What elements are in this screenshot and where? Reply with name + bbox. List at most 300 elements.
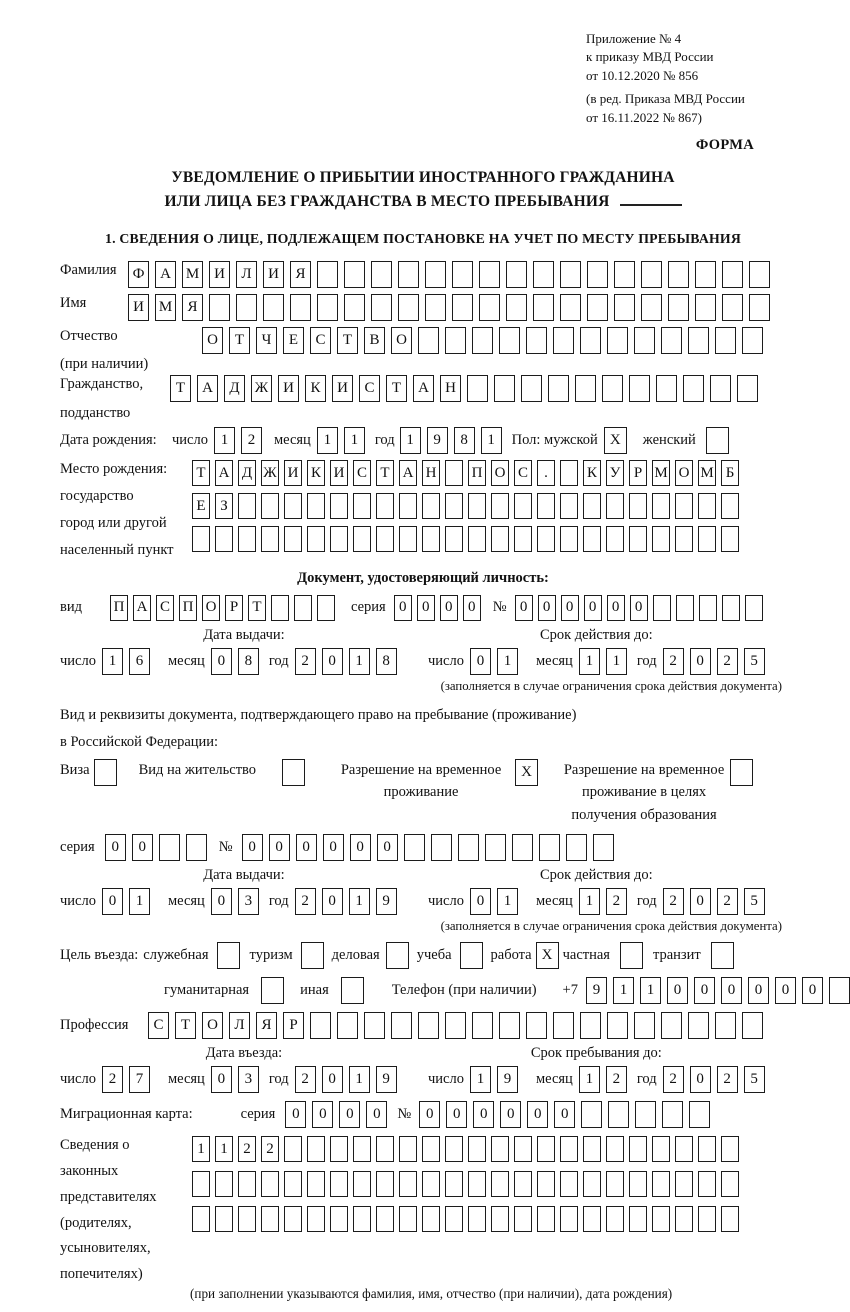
char-cell[interactable]: О xyxy=(202,595,220,621)
char-cell[interactable] xyxy=(458,834,479,861)
char-cell[interactable]: А xyxy=(413,375,434,402)
char-cell[interactable] xyxy=(186,834,207,861)
char-cell[interactable] xyxy=(491,1136,509,1162)
char-cell[interactable]: 1 xyxy=(606,648,627,675)
char-cell[interactable] xyxy=(330,1171,348,1197)
char-cell[interactable] xyxy=(560,261,581,288)
char-cell[interactable] xyxy=(587,261,608,288)
char-cell[interactable]: . xyxy=(537,460,555,486)
char-cell[interactable] xyxy=(560,1136,578,1162)
purpose-study-checkbox[interactable] xyxy=(460,942,483,969)
char-cell[interactable]: И xyxy=(278,375,299,402)
char-cell[interactable] xyxy=(399,1206,417,1232)
char-cell[interactable] xyxy=(330,1136,348,1162)
char-cell[interactable] xyxy=(467,375,488,402)
char-cell[interactable]: Л xyxy=(236,261,257,288)
char-cell[interactable] xyxy=(675,1206,693,1232)
char-cell[interactable] xyxy=(560,526,578,552)
char-cell[interactable]: 9 xyxy=(586,977,607,1004)
char-cell[interactable] xyxy=(330,493,348,519)
char-cell[interactable]: Ж xyxy=(251,375,272,402)
char-cell[interactable] xyxy=(398,294,419,321)
char-cell[interactable] xyxy=(737,375,758,402)
char-cell[interactable] xyxy=(284,1206,302,1232)
char-cell[interactable] xyxy=(159,834,180,861)
char-cell[interactable] xyxy=(526,1012,547,1039)
char-cell[interactable] xyxy=(238,493,256,519)
char-cell[interactable]: К xyxy=(583,460,601,486)
char-cell[interactable] xyxy=(236,294,257,321)
char-cell[interactable]: И xyxy=(284,460,302,486)
char-cell[interactable]: А xyxy=(133,595,151,621)
char-cell[interactable] xyxy=(261,1206,279,1232)
char-cell[interactable]: 0 xyxy=(463,595,481,621)
char-cell[interactable] xyxy=(606,493,624,519)
char-cell[interactable]: П xyxy=(179,595,197,621)
char-cell[interactable] xyxy=(533,261,554,288)
char-cell[interactable] xyxy=(560,460,578,486)
char-cell[interactable] xyxy=(353,1171,371,1197)
char-cell[interactable] xyxy=(608,1101,629,1128)
char-cell[interactable]: 1 xyxy=(214,427,235,454)
char-cell[interactable] xyxy=(422,1206,440,1232)
char-cell[interactable] xyxy=(689,1101,710,1128)
char-cell[interactable]: 5 xyxy=(744,888,765,915)
purpose-tourism-checkbox[interactable] xyxy=(301,942,324,969)
char-cell[interactable]: Д xyxy=(238,460,256,486)
char-cell[interactable]: Т xyxy=(192,460,210,486)
char-cell[interactable]: У xyxy=(606,460,624,486)
char-cell[interactable] xyxy=(499,327,520,354)
female-checkbox[interactable] xyxy=(706,427,729,454)
char-cell[interactable] xyxy=(695,294,716,321)
char-cell[interactable]: 2 xyxy=(295,648,316,675)
char-cell[interactable]: 0 xyxy=(211,1066,232,1093)
char-cell[interactable] xyxy=(721,1136,739,1162)
char-cell[interactable] xyxy=(284,1136,302,1162)
char-cell[interactable]: 1 xyxy=(349,1066,370,1093)
char-cell[interactable] xyxy=(710,375,731,402)
char-cell[interactable]: 0 xyxy=(102,888,123,915)
char-cell[interactable]: С xyxy=(148,1012,169,1039)
char-cell[interactable] xyxy=(675,526,693,552)
char-cell[interactable] xyxy=(261,493,279,519)
purpose-private-checkbox[interactable] xyxy=(620,942,643,969)
char-cell[interactable] xyxy=(629,1206,647,1232)
char-cell[interactable] xyxy=(683,375,704,402)
char-cell[interactable]: 7 xyxy=(129,1066,150,1093)
char-cell[interactable] xyxy=(317,261,338,288)
char-cell[interactable]: 0 xyxy=(377,834,398,861)
char-cell[interactable] xyxy=(317,294,338,321)
char-cell[interactable] xyxy=(722,261,743,288)
char-cell[interactable]: Е xyxy=(283,327,304,354)
char-cell[interactable]: 0 xyxy=(350,834,371,861)
char-cell[interactable] xyxy=(376,1206,394,1232)
char-cell[interactable]: 2 xyxy=(663,888,684,915)
residence-permit-checkbox[interactable] xyxy=(282,759,305,786)
char-cell[interactable]: К xyxy=(307,460,325,486)
char-cell[interactable] xyxy=(829,977,850,1004)
char-cell[interactable]: 3 xyxy=(238,888,259,915)
purpose-humanitarian-checkbox[interactable] xyxy=(261,977,284,1004)
char-cell[interactable] xyxy=(652,493,670,519)
char-cell[interactable] xyxy=(353,1206,371,1232)
char-cell[interactable] xyxy=(629,1171,647,1197)
char-cell[interactable] xyxy=(353,493,371,519)
char-cell[interactable] xyxy=(698,1136,716,1162)
char-cell[interactable] xyxy=(209,294,230,321)
char-cell[interactable] xyxy=(583,1171,601,1197)
char-cell[interactable]: М xyxy=(652,460,670,486)
char-cell[interactable]: И xyxy=(330,460,348,486)
char-cell[interactable] xyxy=(391,1012,412,1039)
char-cell[interactable] xyxy=(652,1171,670,1197)
char-cell[interactable] xyxy=(479,294,500,321)
char-cell[interactable]: 2 xyxy=(102,1066,123,1093)
char-cell[interactable]: С xyxy=(156,595,174,621)
char-cell[interactable] xyxy=(398,261,419,288)
place-number-blank[interactable] xyxy=(620,192,682,206)
char-cell[interactable] xyxy=(721,526,739,552)
char-cell[interactable]: 0 xyxy=(417,595,435,621)
char-cell[interactable]: 5 xyxy=(744,648,765,675)
male-checkbox[interactable]: X xyxy=(604,427,627,454)
char-cell[interactable]: А xyxy=(197,375,218,402)
char-cell[interactable] xyxy=(445,1136,463,1162)
char-cell[interactable]: 5 xyxy=(744,1066,765,1093)
char-cell[interactable]: 0 xyxy=(211,648,232,675)
char-cell[interactable] xyxy=(629,526,647,552)
temp-residence-edu-checkbox[interactable] xyxy=(730,759,753,786)
char-cell[interactable]: 1 xyxy=(579,888,600,915)
purpose-business-checkbox[interactable] xyxy=(386,942,409,969)
char-cell[interactable] xyxy=(422,493,440,519)
char-cell[interactable] xyxy=(560,1171,578,1197)
char-cell[interactable] xyxy=(675,493,693,519)
char-cell[interactable] xyxy=(494,375,515,402)
char-cell[interactable] xyxy=(284,1171,302,1197)
char-cell[interactable] xyxy=(512,834,533,861)
char-cell[interactable]: А xyxy=(215,460,233,486)
char-cell[interactable] xyxy=(192,526,210,552)
char-cell[interactable] xyxy=(376,493,394,519)
char-cell[interactable] xyxy=(635,1101,656,1128)
char-cell[interactable]: А xyxy=(399,460,417,486)
char-cell[interactable]: Т xyxy=(175,1012,196,1039)
char-cell[interactable]: 0 xyxy=(515,595,533,621)
purpose-official-checkbox[interactable] xyxy=(217,942,240,969)
char-cell[interactable]: С xyxy=(514,460,532,486)
char-cell[interactable]: 2 xyxy=(261,1136,279,1162)
char-cell[interactable] xyxy=(192,1206,210,1232)
char-cell[interactable]: 8 xyxy=(454,427,475,454)
char-cell[interactable] xyxy=(238,1171,256,1197)
char-cell[interactable] xyxy=(422,526,440,552)
char-cell[interactable] xyxy=(261,526,279,552)
char-cell[interactable] xyxy=(284,493,302,519)
char-cell[interactable]: З xyxy=(215,493,233,519)
char-cell[interactable]: Н xyxy=(440,375,461,402)
char-cell[interactable] xyxy=(491,526,509,552)
char-cell[interactable] xyxy=(452,294,473,321)
char-cell[interactable] xyxy=(371,261,392,288)
char-cell[interactable]: 0 xyxy=(527,1101,548,1128)
char-cell[interactable] xyxy=(652,1136,670,1162)
char-cell[interactable] xyxy=(581,1101,602,1128)
char-cell[interactable]: 0 xyxy=(296,834,317,861)
char-cell[interactable] xyxy=(698,1171,716,1197)
char-cell[interactable] xyxy=(629,1136,647,1162)
char-cell[interactable]: 0 xyxy=(721,977,742,1004)
char-cell[interactable] xyxy=(514,526,532,552)
char-cell[interactable]: 0 xyxy=(339,1101,360,1128)
char-cell[interactable]: 1 xyxy=(579,1066,600,1093)
char-cell[interactable]: Я xyxy=(182,294,203,321)
char-cell[interactable] xyxy=(431,834,452,861)
char-cell[interactable] xyxy=(290,294,311,321)
char-cell[interactable] xyxy=(215,1206,233,1232)
char-cell[interactable]: 0 xyxy=(500,1101,521,1128)
char-cell[interactable]: 2 xyxy=(295,1066,316,1093)
char-cell[interactable] xyxy=(307,1136,325,1162)
char-cell[interactable]: 1 xyxy=(579,648,600,675)
char-cell[interactable] xyxy=(688,1012,709,1039)
char-cell[interactable] xyxy=(676,595,694,621)
char-cell[interactable]: 9 xyxy=(376,1066,397,1093)
char-cell[interactable]: В xyxy=(364,327,385,354)
char-cell[interactable]: О xyxy=(202,327,223,354)
char-cell[interactable]: 1 xyxy=(349,648,370,675)
char-cell[interactable]: 1 xyxy=(481,427,502,454)
char-cell[interactable]: Р xyxy=(629,460,647,486)
char-cell[interactable] xyxy=(698,1206,716,1232)
char-cell[interactable]: О xyxy=(202,1012,223,1039)
char-cell[interactable]: К xyxy=(305,375,326,402)
char-cell[interactable] xyxy=(445,460,463,486)
char-cell[interactable] xyxy=(537,1136,555,1162)
char-cell[interactable] xyxy=(652,1206,670,1232)
char-cell[interactable] xyxy=(606,1171,624,1197)
char-cell[interactable] xyxy=(468,1171,486,1197)
char-cell[interactable]: 1 xyxy=(400,427,421,454)
char-cell[interactable] xyxy=(715,1012,736,1039)
char-cell[interactable]: Т xyxy=(386,375,407,402)
char-cell[interactable] xyxy=(192,1171,210,1197)
char-cell[interactable] xyxy=(521,375,542,402)
char-cell[interactable] xyxy=(514,1171,532,1197)
char-cell[interactable]: 0 xyxy=(775,977,796,1004)
char-cell[interactable] xyxy=(629,375,650,402)
char-cell[interactable]: Р xyxy=(225,595,243,621)
char-cell[interactable] xyxy=(721,1171,739,1197)
char-cell[interactable]: 0 xyxy=(748,977,769,1004)
char-cell[interactable]: 1 xyxy=(129,888,150,915)
char-cell[interactable]: 2 xyxy=(717,888,738,915)
char-cell[interactable] xyxy=(499,1012,520,1039)
char-cell[interactable] xyxy=(602,375,623,402)
char-cell[interactable]: 0 xyxy=(561,595,579,621)
char-cell[interactable] xyxy=(606,526,624,552)
char-cell[interactable] xyxy=(472,1012,493,1039)
char-cell[interactable]: Я xyxy=(290,261,311,288)
char-cell[interactable] xyxy=(294,595,312,621)
char-cell[interactable] xyxy=(722,595,740,621)
char-cell[interactable] xyxy=(695,261,716,288)
char-cell[interactable] xyxy=(560,493,578,519)
char-cell[interactable]: Е xyxy=(192,493,210,519)
char-cell[interactable] xyxy=(215,1171,233,1197)
char-cell[interactable] xyxy=(330,1206,348,1232)
char-cell[interactable] xyxy=(472,327,493,354)
char-cell[interactable]: 0 xyxy=(211,888,232,915)
char-cell[interactable] xyxy=(468,493,486,519)
char-cell[interactable] xyxy=(560,1206,578,1232)
char-cell[interactable]: 1 xyxy=(470,1066,491,1093)
char-cell[interactable] xyxy=(662,1101,683,1128)
char-cell[interactable]: 0 xyxy=(470,888,491,915)
char-cell[interactable]: 1 xyxy=(215,1136,233,1162)
char-cell[interactable] xyxy=(533,294,554,321)
char-cell[interactable] xyxy=(284,526,302,552)
char-cell[interactable]: 0 xyxy=(132,834,153,861)
char-cell[interactable]: 2 xyxy=(606,1066,627,1093)
char-cell[interactable]: М xyxy=(155,294,176,321)
char-cell[interactable]: А xyxy=(155,261,176,288)
char-cell[interactable] xyxy=(491,1171,509,1197)
char-cell[interactable]: 0 xyxy=(322,648,343,675)
char-cell[interactable]: 0 xyxy=(419,1101,440,1128)
char-cell[interactable] xyxy=(452,261,473,288)
char-cell[interactable]: О xyxy=(675,460,693,486)
char-cell[interactable]: 2 xyxy=(663,648,684,675)
char-cell[interactable] xyxy=(668,294,689,321)
char-cell[interactable]: 1 xyxy=(349,888,370,915)
char-cell[interactable] xyxy=(404,834,425,861)
char-cell[interactable]: М xyxy=(182,261,203,288)
char-cell[interactable] xyxy=(468,526,486,552)
char-cell[interactable] xyxy=(661,327,682,354)
char-cell[interactable] xyxy=(653,595,671,621)
char-cell[interactable]: Ж xyxy=(261,460,279,486)
char-cell[interactable] xyxy=(514,1206,532,1232)
char-cell[interactable] xyxy=(445,1012,466,1039)
char-cell[interactable] xyxy=(641,261,662,288)
purpose-transit-checkbox[interactable] xyxy=(711,942,734,969)
char-cell[interactable] xyxy=(634,1012,655,1039)
char-cell[interactable]: 1 xyxy=(317,427,338,454)
char-cell[interactable] xyxy=(479,261,500,288)
char-cell[interactable]: 2 xyxy=(717,1066,738,1093)
char-cell[interactable]: 0 xyxy=(285,1101,306,1128)
char-cell[interactable] xyxy=(661,1012,682,1039)
char-cell[interactable]: 0 xyxy=(440,595,458,621)
char-cell[interactable] xyxy=(399,1136,417,1162)
char-cell[interactable]: И xyxy=(263,261,284,288)
char-cell[interactable]: 2 xyxy=(238,1136,256,1162)
char-cell[interactable]: Я xyxy=(256,1012,277,1039)
char-cell[interactable]: Б xyxy=(721,460,739,486)
char-cell[interactable] xyxy=(399,526,417,552)
char-cell[interactable] xyxy=(364,1012,385,1039)
char-cell[interactable]: 0 xyxy=(366,1101,387,1128)
char-cell[interactable] xyxy=(607,1012,628,1039)
char-cell[interactable]: 9 xyxy=(497,1066,518,1093)
char-cell[interactable] xyxy=(745,595,763,621)
char-cell[interactable]: О xyxy=(391,327,412,354)
char-cell[interactable]: 0 xyxy=(470,648,491,675)
char-cell[interactable]: 1 xyxy=(497,888,518,915)
char-cell[interactable] xyxy=(715,327,736,354)
char-cell[interactable]: 8 xyxy=(376,648,397,675)
char-cell[interactable] xyxy=(445,327,466,354)
char-cell[interactable] xyxy=(560,294,581,321)
char-cell[interactable] xyxy=(566,834,587,861)
char-cell[interactable] xyxy=(344,294,365,321)
char-cell[interactable]: 2 xyxy=(295,888,316,915)
purpose-work-checkbox[interactable]: X xyxy=(536,942,559,969)
char-cell[interactable]: 0 xyxy=(630,595,648,621)
char-cell[interactable]: Р xyxy=(283,1012,304,1039)
char-cell[interactable]: О xyxy=(491,460,509,486)
char-cell[interactable]: Ф xyxy=(128,261,149,288)
char-cell[interactable] xyxy=(575,375,596,402)
char-cell[interactable] xyxy=(742,327,763,354)
char-cell[interactable]: 1 xyxy=(613,977,634,1004)
char-cell[interactable] xyxy=(580,327,601,354)
char-cell[interactable]: И xyxy=(209,261,230,288)
char-cell[interactable] xyxy=(514,493,532,519)
char-cell[interactable] xyxy=(307,1206,325,1232)
char-cell[interactable]: Т xyxy=(248,595,266,621)
char-cell[interactable] xyxy=(675,1136,693,1162)
char-cell[interactable]: 0 xyxy=(312,1101,333,1128)
char-cell[interactable] xyxy=(722,294,743,321)
char-cell[interactable] xyxy=(263,294,284,321)
char-cell[interactable]: 2 xyxy=(241,427,262,454)
char-cell[interactable]: Т xyxy=(376,460,394,486)
char-cell[interactable] xyxy=(307,526,325,552)
char-cell[interactable]: 0 xyxy=(690,888,711,915)
char-cell[interactable] xyxy=(445,526,463,552)
char-cell[interactable]: Ч xyxy=(256,327,277,354)
char-cell[interactable]: И xyxy=(128,294,149,321)
char-cell[interactable] xyxy=(238,526,256,552)
char-cell[interactable] xyxy=(445,1171,463,1197)
char-cell[interactable]: 9 xyxy=(376,888,397,915)
char-cell[interactable] xyxy=(587,294,608,321)
purpose-other-checkbox[interactable] xyxy=(341,977,364,1004)
char-cell[interactable] xyxy=(526,327,547,354)
char-cell[interactable] xyxy=(425,261,446,288)
char-cell[interactable] xyxy=(371,294,392,321)
char-cell[interactable] xyxy=(491,1206,509,1232)
char-cell[interactable] xyxy=(307,493,325,519)
char-cell[interactable] xyxy=(425,294,446,321)
char-cell[interactable] xyxy=(606,1206,624,1232)
char-cell[interactable] xyxy=(688,327,709,354)
char-cell[interactable]: С xyxy=(310,327,331,354)
char-cell[interactable] xyxy=(593,834,614,861)
char-cell[interactable] xyxy=(629,493,647,519)
char-cell[interactable]: 2 xyxy=(663,1066,684,1093)
char-cell[interactable]: С xyxy=(359,375,380,402)
char-cell[interactable] xyxy=(418,1012,439,1039)
char-cell[interactable]: М xyxy=(698,460,716,486)
char-cell[interactable] xyxy=(583,1136,601,1162)
char-cell[interactable]: 0 xyxy=(446,1101,467,1128)
char-cell[interactable] xyxy=(548,375,569,402)
